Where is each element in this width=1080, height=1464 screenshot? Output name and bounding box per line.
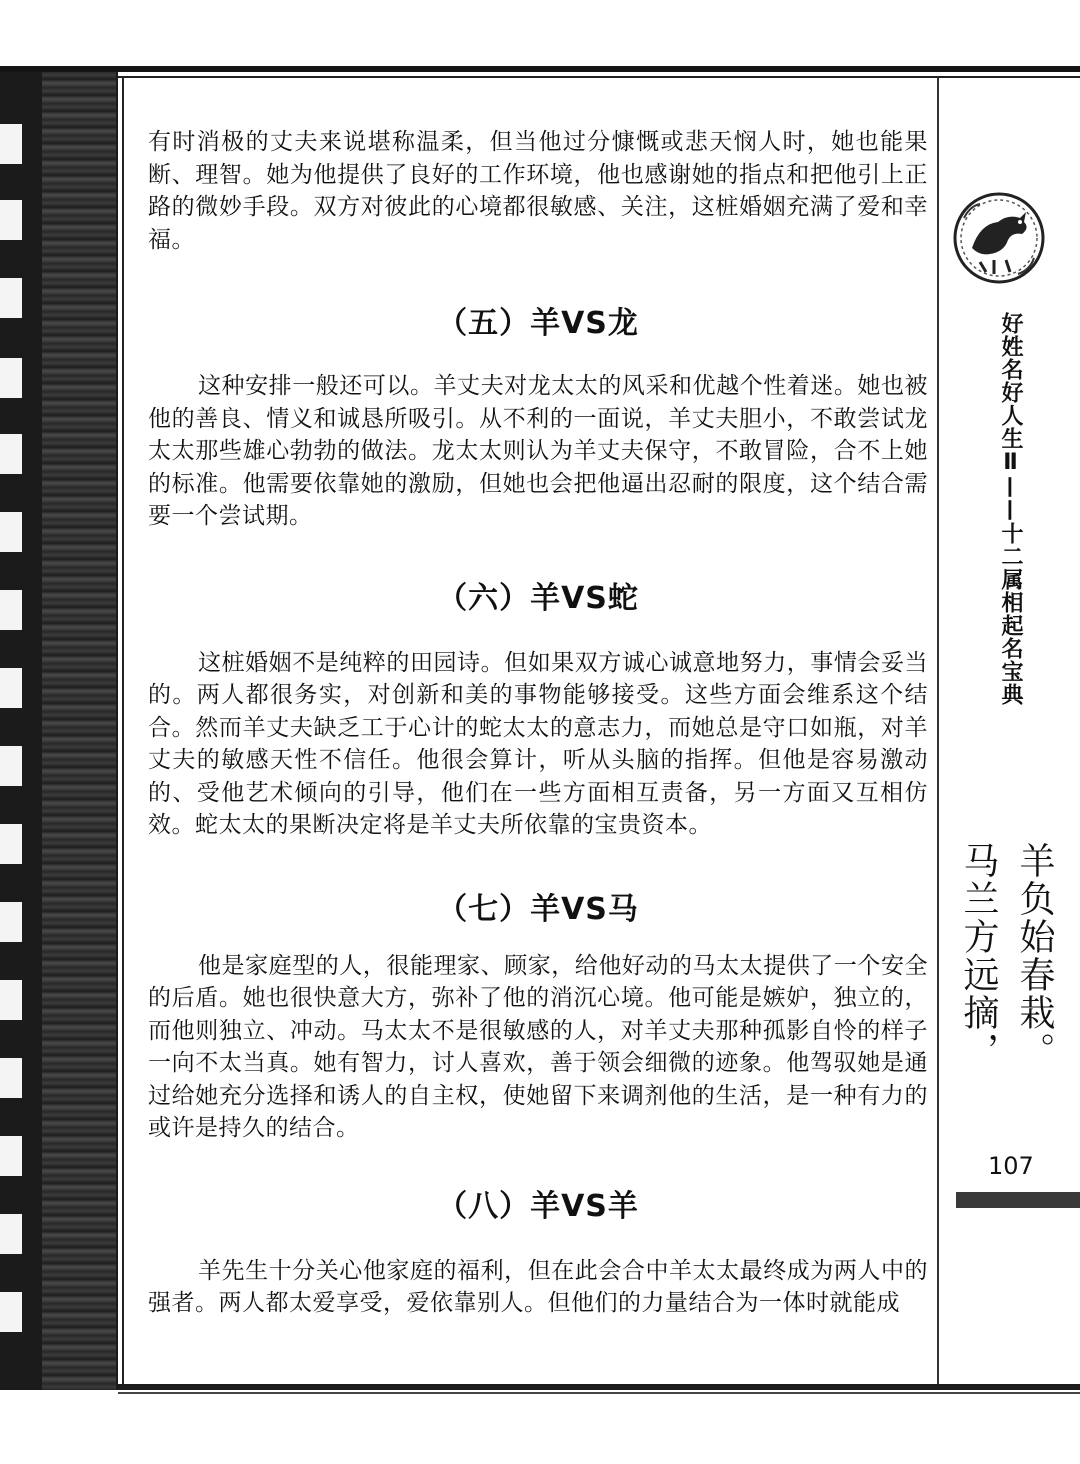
film-hole xyxy=(0,824,22,864)
film-hole xyxy=(0,902,22,942)
section-heading-sheep-sheep: （八）羊VS羊 xyxy=(437,1188,639,1224)
frame-left-border xyxy=(122,78,124,1390)
top-rule-thin xyxy=(118,76,1080,78)
paragraph-continued: 有时消极的丈夫来说堪称温柔，但当他过分慷慨或悲天悯人时，她也能果断、理智。她为他提供了良好的工作环境，他也感谢她的指点和把他引上正路的微妙手段。双方对彼此的心境都很敏感、关注，这桩婚姻充满了爱和幸福。 xyxy=(148,129,928,253)
top-rule xyxy=(0,66,1080,72)
verse-line-2: 马兰方远摘， xyxy=(958,842,999,1070)
section-heading-sheep-dragon: （五）羊VS龙 xyxy=(437,306,639,341)
frame-right-border xyxy=(937,78,939,1390)
verse-line-1: 羊负始春栽。 xyxy=(1014,842,1055,1070)
page-number-bar xyxy=(956,1192,1080,1208)
paragraph-sheep-horse: 他是家庭型的人，很能理家、顾家，给他好动的马太太提供了一个安全的后盾。她也很快意大方，弥补了他的消沉心境。他可能是嫉妒，独立的，而他则独立、冲动。马太太不是很敏感的人，对羊丈夫那种孤影自怜的样子一向不太当真。她有智力，讨人喜欢，善于领会细微的迹象。他驾驭她是通过给她充分选择和诱人的自主权，使她留下来调剂他的生活，是一种有力的或许是持久的结合。 xyxy=(148,952,928,1141)
film-hole xyxy=(0,358,22,398)
film-hole xyxy=(0,746,22,786)
bottom-rule-thin xyxy=(118,1392,1080,1394)
film-hole xyxy=(0,200,22,240)
film-hole xyxy=(0,512,22,552)
film-band xyxy=(42,72,116,1390)
paragraph-sheep-sheep: 羊先生十分关心他家庭的福利，但在此会合中羊太太最终成为两人中的强者。两人都太爱享受，爱依靠别人。但他们的力量结合为一体时就能成 xyxy=(148,1257,928,1316)
film-hole xyxy=(0,434,22,474)
film-hole xyxy=(0,590,22,630)
paragraph-sheep-dragon: 这种安排一般还可以。羊丈夫对龙太太的风采和优越个性着迷。她也被他的善良、情义和诚恳所吸引。从不利的一面说，羊丈夫胆小，不敢尝试龙太太那些雄心勃勃的做法。龙太太则认为羊丈夫保守，不敢冒险，合不上她的标准。他需要依靠她的激励，但她也会把他逼出忍耐的限度，这个结合需要一个尝试期。 xyxy=(148,373,928,529)
section-heading-sheep-horse: （七）羊VS马 xyxy=(437,891,639,927)
film-hole xyxy=(0,668,22,708)
film-strip-edge xyxy=(0,72,118,1390)
film-hole xyxy=(0,1214,22,1254)
page-body xyxy=(148,124,928,1320)
film-hole xyxy=(0,1136,22,1176)
film-hole xyxy=(0,278,22,318)
page-number: 107 xyxy=(988,1152,1034,1180)
bottom-rule xyxy=(118,1384,1080,1390)
section-heading-sheep-snake: （六）羊VS蛇 xyxy=(437,580,639,616)
film-hole xyxy=(0,1058,22,1098)
book-title-vertical: 好姓名好人生Ⅱ——十二属相起名宝典 xyxy=(998,312,1023,706)
horse-zodiac-emblem-icon xyxy=(950,188,1048,288)
film-hole xyxy=(0,1292,22,1332)
film-hole xyxy=(0,980,22,1020)
paragraph-sheep-snake: 这桩婚姻不是纯粹的田园诗。但如果双方诚心诚意地努力，事情会妥当的。两人都很务实，对创新和美的事物能够接受。这些方面会维系这个结合。然而羊丈夫缺乏工于心计的蛇太太的意志力，而她总是守口如瓶，对羊丈夫的敏感天性不信任。他很会算计，听从头脑的指挥。但他是容易激动的、受他艺术倾向的引导，他们在一些方面相互责备，另一方面又互相仿效。蛇太太的果断决定将是羊丈夫所依靠的宝贵资本。 xyxy=(148,649,928,838)
film-hole xyxy=(0,124,22,164)
